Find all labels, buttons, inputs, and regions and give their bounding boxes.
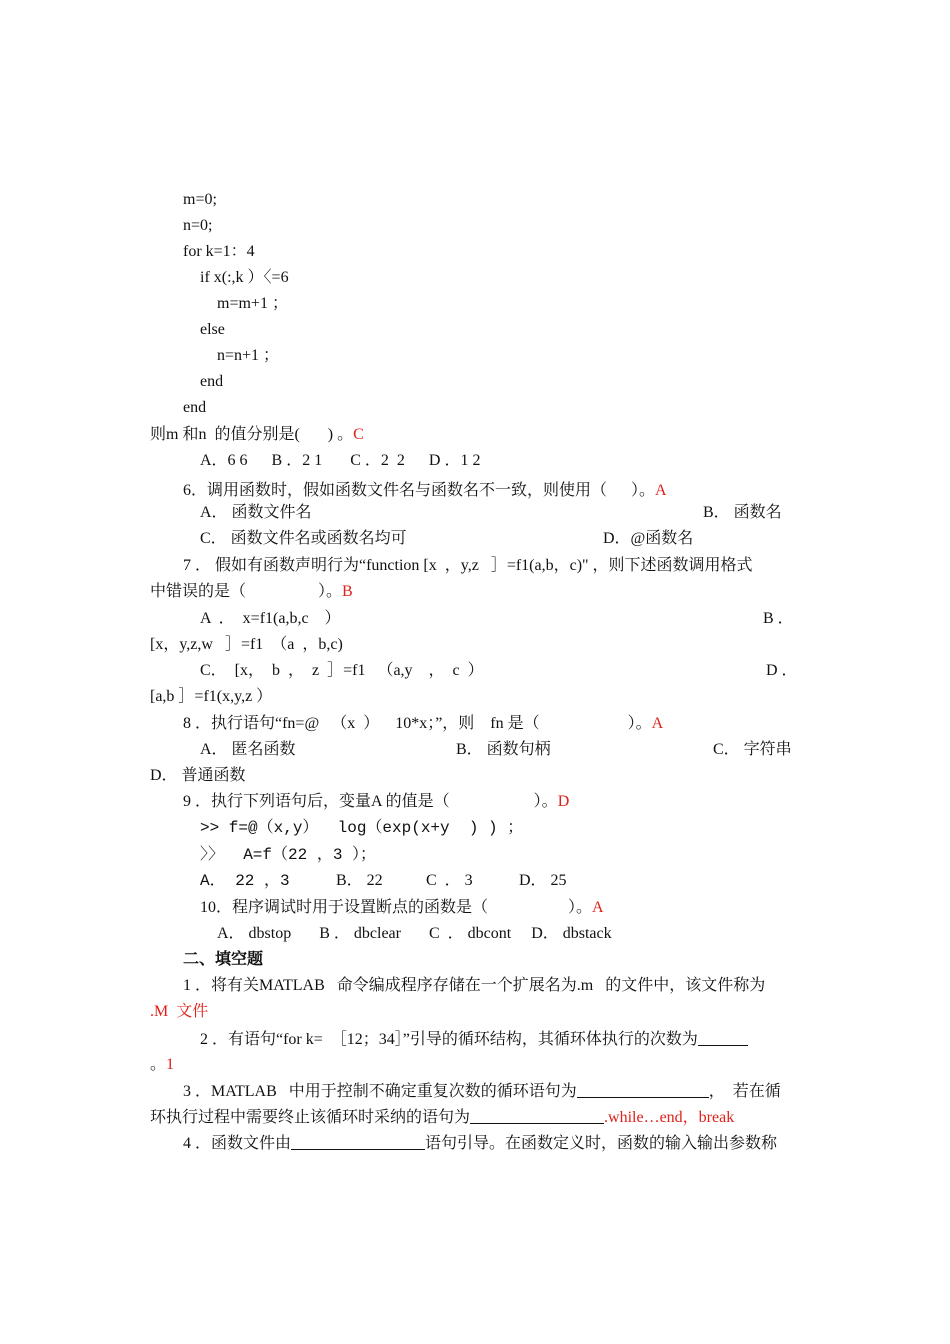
fill-3-text-line-2: 环执行过程中需要终止该循环时采纳的语句为 .while…end，break bbox=[150, 1109, 735, 1126]
code-line-6: else bbox=[200, 321, 225, 338]
fill-3-text-line-1: 3 ．MATLAB 中用于控制不确定重复次数的循环语句为 ， 若在循 bbox=[183, 1083, 781, 1100]
fill-2-blank bbox=[698, 1029, 748, 1046]
section-title-fill-blank: 二、填空题 bbox=[183, 951, 264, 968]
q7-option-b: [x，y,z,w ］=f1 （a ，b,c) bbox=[150, 636, 343, 653]
q7-option-b-label: B ． bbox=[763, 610, 794, 627]
fill-1-answer: .M 文件 bbox=[150, 1003, 209, 1020]
fill-4-text: 4 ．函数文件由 语句引导。在函数定义时，函数的输入输出参数称 bbox=[183, 1135, 778, 1152]
q8-option-d: D． 普通函数 bbox=[150, 767, 246, 784]
q10-options: A． dbstop B ． dbclear C ． dbcont D． dbstack bbox=[217, 925, 612, 942]
q7-option-d: [a,b ］=f1(x,y,z ） bbox=[150, 688, 273, 705]
fill-3-blank-1 bbox=[577, 1081, 709, 1098]
q8-option-a: A． 匿名函数 bbox=[200, 741, 296, 758]
code-line-5: m=m+1 ； bbox=[217, 295, 288, 312]
q5-stem: 则m 和n 的值分别是( ) 。C bbox=[150, 426, 364, 443]
q9-code-line-2: 〉〉 A=f（22 ，3 ）； bbox=[200, 846, 377, 864]
q7-stem-line-1: 7 ． 假如有函数声明行为“function [x ，y,z ］=f1(a,b，c)" ，则下述函数调用格式 bbox=[183, 557, 753, 574]
q9-option-a: A． 22 ，3 bbox=[200, 872, 290, 890]
q9-option-d: D． 25 bbox=[519, 872, 567, 889]
q6-answer: A bbox=[655, 482, 667, 499]
fill-2-answer: 1 bbox=[166, 1056, 175, 1073]
fill-3-answer: .while…end，break bbox=[604, 1109, 735, 1126]
code-line-1: m=0; bbox=[183, 191, 217, 208]
q6-option-d: D．@函数名 bbox=[603, 530, 694, 547]
code-line-2: n=0; bbox=[183, 217, 213, 234]
q6-option-b: B． 函数名 bbox=[703, 504, 782, 521]
q8-stem: 8 ．执行语句“fn=@ （x ） 10*x；”，则 fn 是（ ）。A bbox=[183, 715, 664, 732]
q6-stem: 6．调用函数时，假如函数文件名与函数名不一致，则使用（ ）。A bbox=[183, 482, 667, 499]
q7-option-a: A ． x=f1(a,b,c ） bbox=[200, 610, 341, 627]
q7-option-c: C． [x， b ， z ］=f1 （a,y ， c ） bbox=[200, 662, 484, 679]
q8-option-b: B． 函数句柄 bbox=[456, 741, 551, 758]
code-line-8: end bbox=[200, 373, 224, 390]
q8-answer: A bbox=[651, 715, 664, 732]
q9-answer: D bbox=[557, 793, 570, 810]
q9-option-b: B． 22 bbox=[336, 872, 383, 889]
fill-2-answer-line: 。1 bbox=[150, 1056, 175, 1073]
q5-answer: C bbox=[353, 426, 364, 443]
fill-4-blank bbox=[291, 1133, 425, 1150]
code-line-3: for k=1：4 bbox=[183, 243, 255, 260]
code-line-9: end bbox=[183, 399, 207, 416]
q7-stem-line-2: 中错误的是（ ）。B bbox=[150, 583, 353, 600]
q9-stem: 9 ．执行下列语句后，变量A 的值是（ ）。D bbox=[183, 793, 570, 810]
q9-option-c: C ． 3 bbox=[426, 872, 473, 889]
q9-code-line-1: >> f=@（x,y） log（exp(x+y ) ) ； bbox=[200, 819, 524, 837]
q6-option-a: A． 函数文件名 bbox=[200, 504, 312, 521]
fill-2-text: 2 ．有语句“for k= ［12；34］”引导的循环结构，其循环体执行的次数为 bbox=[200, 1029, 748, 1050]
q10-stem: 10．程序调试时用于设置断点的函数是（ ）。A bbox=[200, 899, 604, 916]
q5-options: A．6 6 B ．2 1 C ．2 2 D ．1 2 bbox=[200, 452, 481, 469]
fill-1-text: 1 ．将有关MATLAB 命令编成程序存储在一个扩展名为.m 的文件中，该文件称为 bbox=[183, 977, 766, 994]
q10-answer: A bbox=[592, 899, 604, 916]
q8-option-c: C． 字符串 bbox=[713, 741, 792, 758]
q7-answer: B bbox=[342, 583, 353, 600]
q7-option-d-label: D ． bbox=[766, 662, 798, 679]
code-line-4: if x(:,k ）〈=6 bbox=[200, 269, 289, 286]
fill-3-blank-2 bbox=[470, 1107, 604, 1124]
code-line-7: n=n+1 ； bbox=[217, 347, 280, 364]
q6-option-c: C． 函数文件名或函数名均可 bbox=[200, 530, 407, 547]
